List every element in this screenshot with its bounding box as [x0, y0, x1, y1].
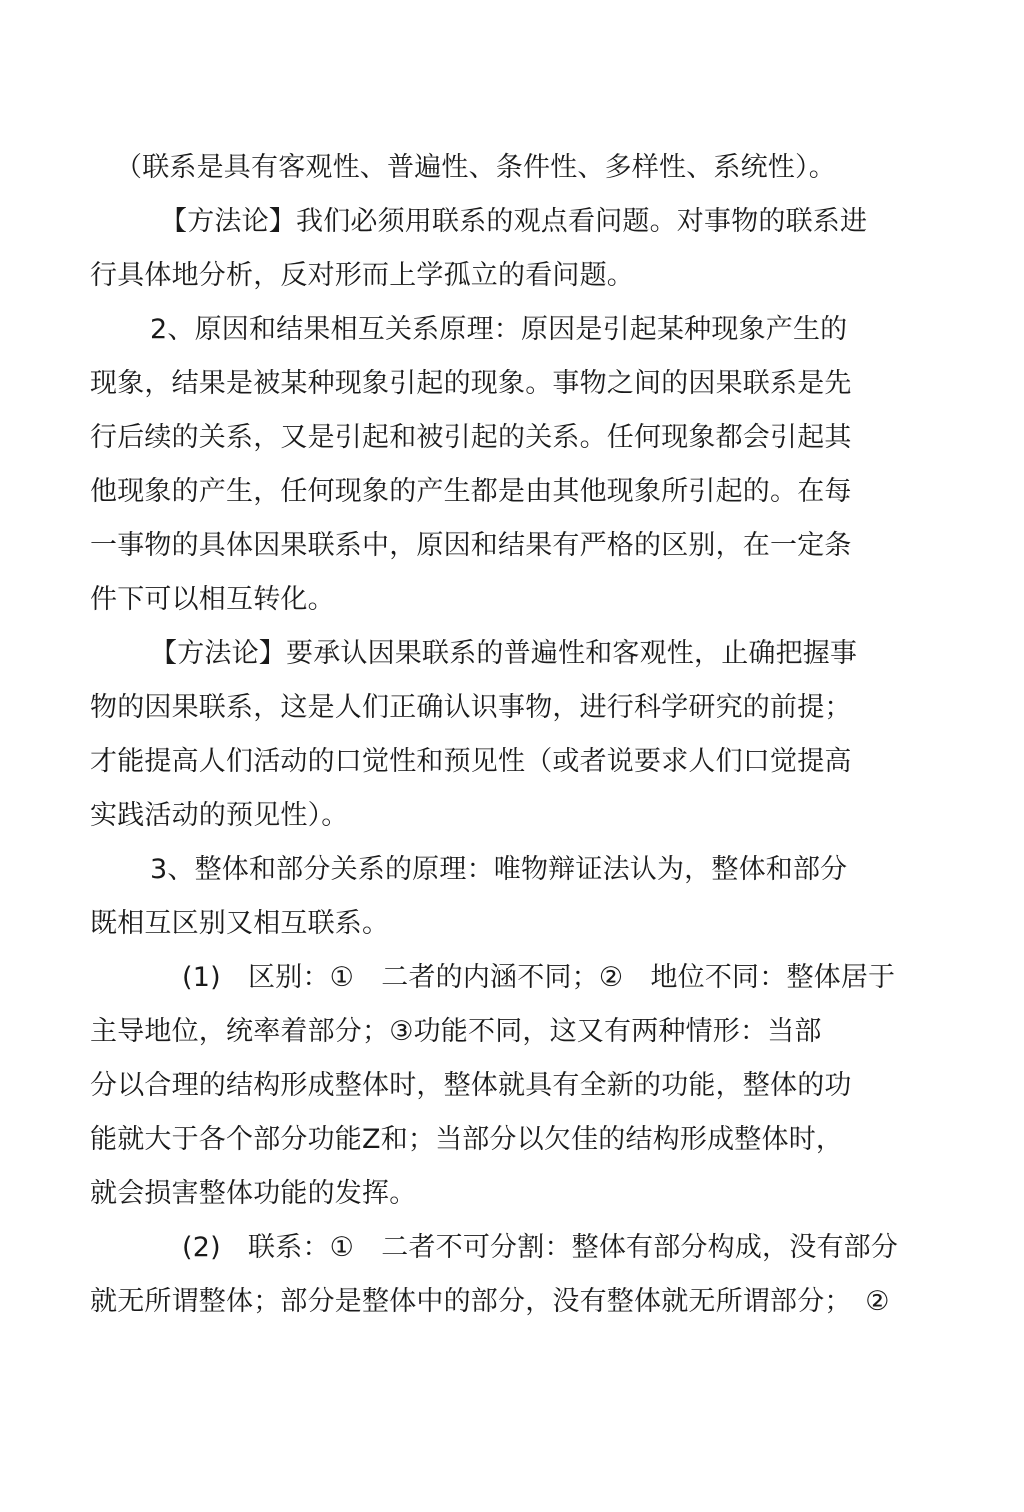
text-line: 2、原因和结果相互关系原理：原因是引起某种现象产生的	[150, 314, 848, 345]
text-line: 一事物的具体因果联系中，原因和结果有严格的区别，在一定条	[90, 530, 852, 561]
text-line: (2) 联系：① 二者不可分割：整体有部分构成，没有部分	[182, 1232, 899, 1263]
text-line: 能就大于各个部分功能Z和；当部分以欠佳的结构形成整体时，	[90, 1124, 844, 1155]
text-line: 件下可以相互转化。	[90, 584, 335, 615]
text-line: 【方法论】要承认因果联系的普遍性和客观性，止确把握事	[150, 638, 858, 669]
text-line: 3、整体和部分关系的原理：唯物辩证法认为，整体和部分	[150, 854, 848, 885]
text-line: 【方法论】我们必须用联系的观点看问题。对事物的联系进	[160, 206, 868, 237]
text-line: 主导地位，统率着部分；③功能不同，这又有两种情形：当部	[90, 1016, 822, 1047]
text-line: 实践活动的预见性）。	[90, 800, 349, 831]
text-line: (1) 区别：① 二者的内涵不同；② 地位不同：整体居于	[182, 962, 896, 993]
text-line: 才能提高人们活动的口觉性和预见性（或者说要求人们口觉提高	[90, 746, 852, 777]
text-line: 现象，结果是被某种现象引起的现象。事物之间的因果联系是先	[90, 368, 852, 399]
text-line: 行后续的关系，又是引起和被引起的关系。任何现象都会引起其	[90, 422, 852, 453]
text-line: 既相互区别又相互联系。	[90, 908, 390, 939]
text-line: 他现象的产生，任何现象的产生都是由其他现象所引起的。在每	[90, 476, 852, 507]
text-line: 分以合理的结构形成整体时，整体就具有全新的功能，整体的功	[90, 1070, 852, 1101]
text-line: 物的因果联系，这是人们正确认识事物，进行科学研究的前提；	[90, 692, 852, 723]
text-line: 就会损害整体功能的发挥。	[90, 1178, 417, 1209]
text-line: （联系是具有客观性、普遍性、条件性、多样性、系统性）。	[115, 152, 836, 183]
text-line: 行具体地分析，反对形而上学孤立的看问题。	[90, 260, 634, 291]
text-line: 就无所谓整体；部分是整体中的部分，没有整体就无所谓部分； ②	[90, 1286, 890, 1317]
